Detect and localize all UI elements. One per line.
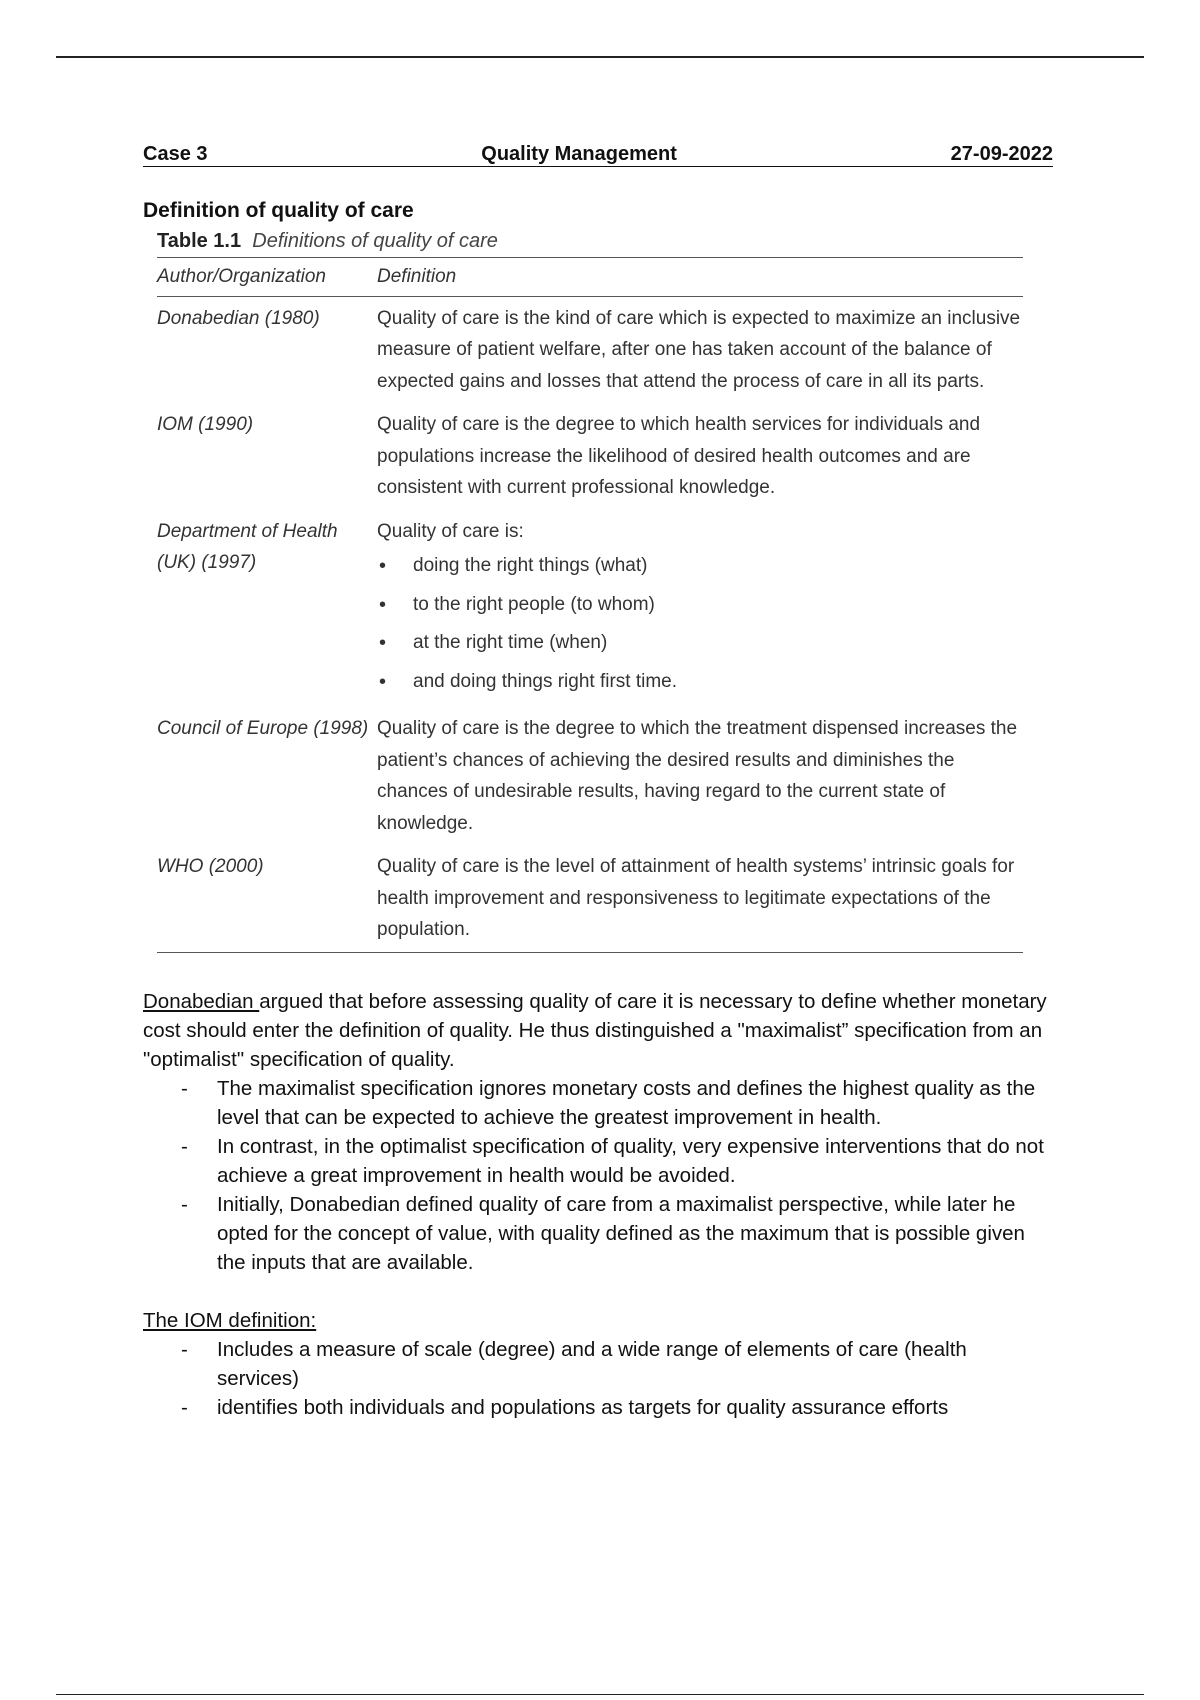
iom-points	[143, 1335, 1053, 1422]
table-header-row	[157, 258, 1023, 297]
row-definition-list	[377, 510, 1023, 708]
row-definition: Quality of care is the degree to which the treatment dispensed increases the patient’s chances of achieving the desired results and diminishes the chances of undesirable results, having regard to the current state of knowledge.	[377, 718, 1018, 834]
list-item: - identifies both individuals and populations as targets for quality assurance efforts	[143, 1393, 1053, 1422]
document-page	[143, 143, 1053, 1422]
header-title: Quality Management	[481, 143, 677, 165]
donabedian-name: Donabedian	[143, 989, 260, 1013]
row-definition: Quality of care is the degree to which health services for individuals and populations increase the likelihood of desired health outcomes and are consistent with current professional knowledge.	[377, 414, 981, 498]
top-rule	[56, 56, 1144, 58]
row-author: Department of Health (UK) (1997)	[157, 520, 338, 573]
definitions-table-figure	[157, 225, 1023, 953]
bullet-item: • doing the right things (what)	[377, 547, 1023, 586]
table-caption	[157, 225, 1023, 257]
table-row	[157, 510, 1023, 708]
iom-title: The IOM definition:	[143, 1308, 317, 1332]
page-header	[143, 143, 1053, 167]
table-caption-label: Table 1.1	[157, 230, 242, 252]
donabedian-paragraph	[143, 987, 1053, 1074]
row-definition: Quality of care is:	[377, 520, 524, 542]
table-caption-text: Definitions of quality of care	[252, 230, 498, 252]
column-header-author: Author/Organization	[157, 266, 326, 287]
row-author: Council of Europe (1998)	[157, 718, 369, 739]
bullet-item: • to the right people (to whom)	[377, 586, 1023, 625]
row-definition: Quality of care is the level of attainment of health systems’ intrinsic goals for health improvement and responsiveness to legitimate expectations of the population.	[377, 856, 1015, 940]
row-definition: Quality of care is the kind of care which is expected to maximize an inclusive measure of patient welfare, after one has taken account of the balance of expected gains and losses that attend the process of care in all its parts.	[377, 307, 1021, 392]
table-row	[157, 707, 1023, 845]
table-row	[157, 845, 1023, 952]
header-date: 27-09-2022	[950, 143, 1053, 165]
table-row	[157, 403, 1023, 510]
row-author: IOM (1990)	[157, 414, 254, 435]
list-item: - Includes a measure of scale (degree) and a wide range of elements of care (health services)	[143, 1335, 1053, 1393]
section-title: Definition of quality of care	[143, 199, 414, 222]
header-case: Case 3	[143, 143, 208, 165]
row-author: WHO (2000)	[157, 856, 264, 877]
column-header-definition: Definition	[377, 266, 457, 287]
donabedian-text: argued that before assessing quality of care it is necessary to define whether monetary cost should enter the definition of quality. He thus distinguished a "maximalist” specification from an "optimalist" specification of quality.	[143, 989, 1047, 1071]
row-author: Donabedian (1980)	[157, 307, 320, 329]
bullet-item: • at the right time (when)	[377, 624, 1023, 663]
definitions-table	[157, 257, 1023, 953]
donabedian-points	[143, 1074, 1053, 1277]
definition-bullets	[377, 547, 1023, 701]
bullet-item: • and doing things right first time.	[377, 663, 1023, 702]
table-row	[157, 296, 1023, 403]
list-item: - In contrast, in the optimalist specification of quality, very expensive interventions that do not achieve a great improvement in health would be avoided.	[143, 1132, 1053, 1190]
iom-heading	[143, 1306, 1053, 1335]
list-item: - Initially, Donabedian defined quality of care from a maximalist perspective, while later he opted for the concept of value, with quality defined as the maximum that is possible given the inputs that are available.	[143, 1190, 1053, 1277]
bottom-rule	[56, 1694, 1144, 1695]
list-item: - The maximalist specification ignores monetary costs and defines the highest quality as the level that can be expected to achieve the greatest improvement in health.	[143, 1074, 1053, 1132]
